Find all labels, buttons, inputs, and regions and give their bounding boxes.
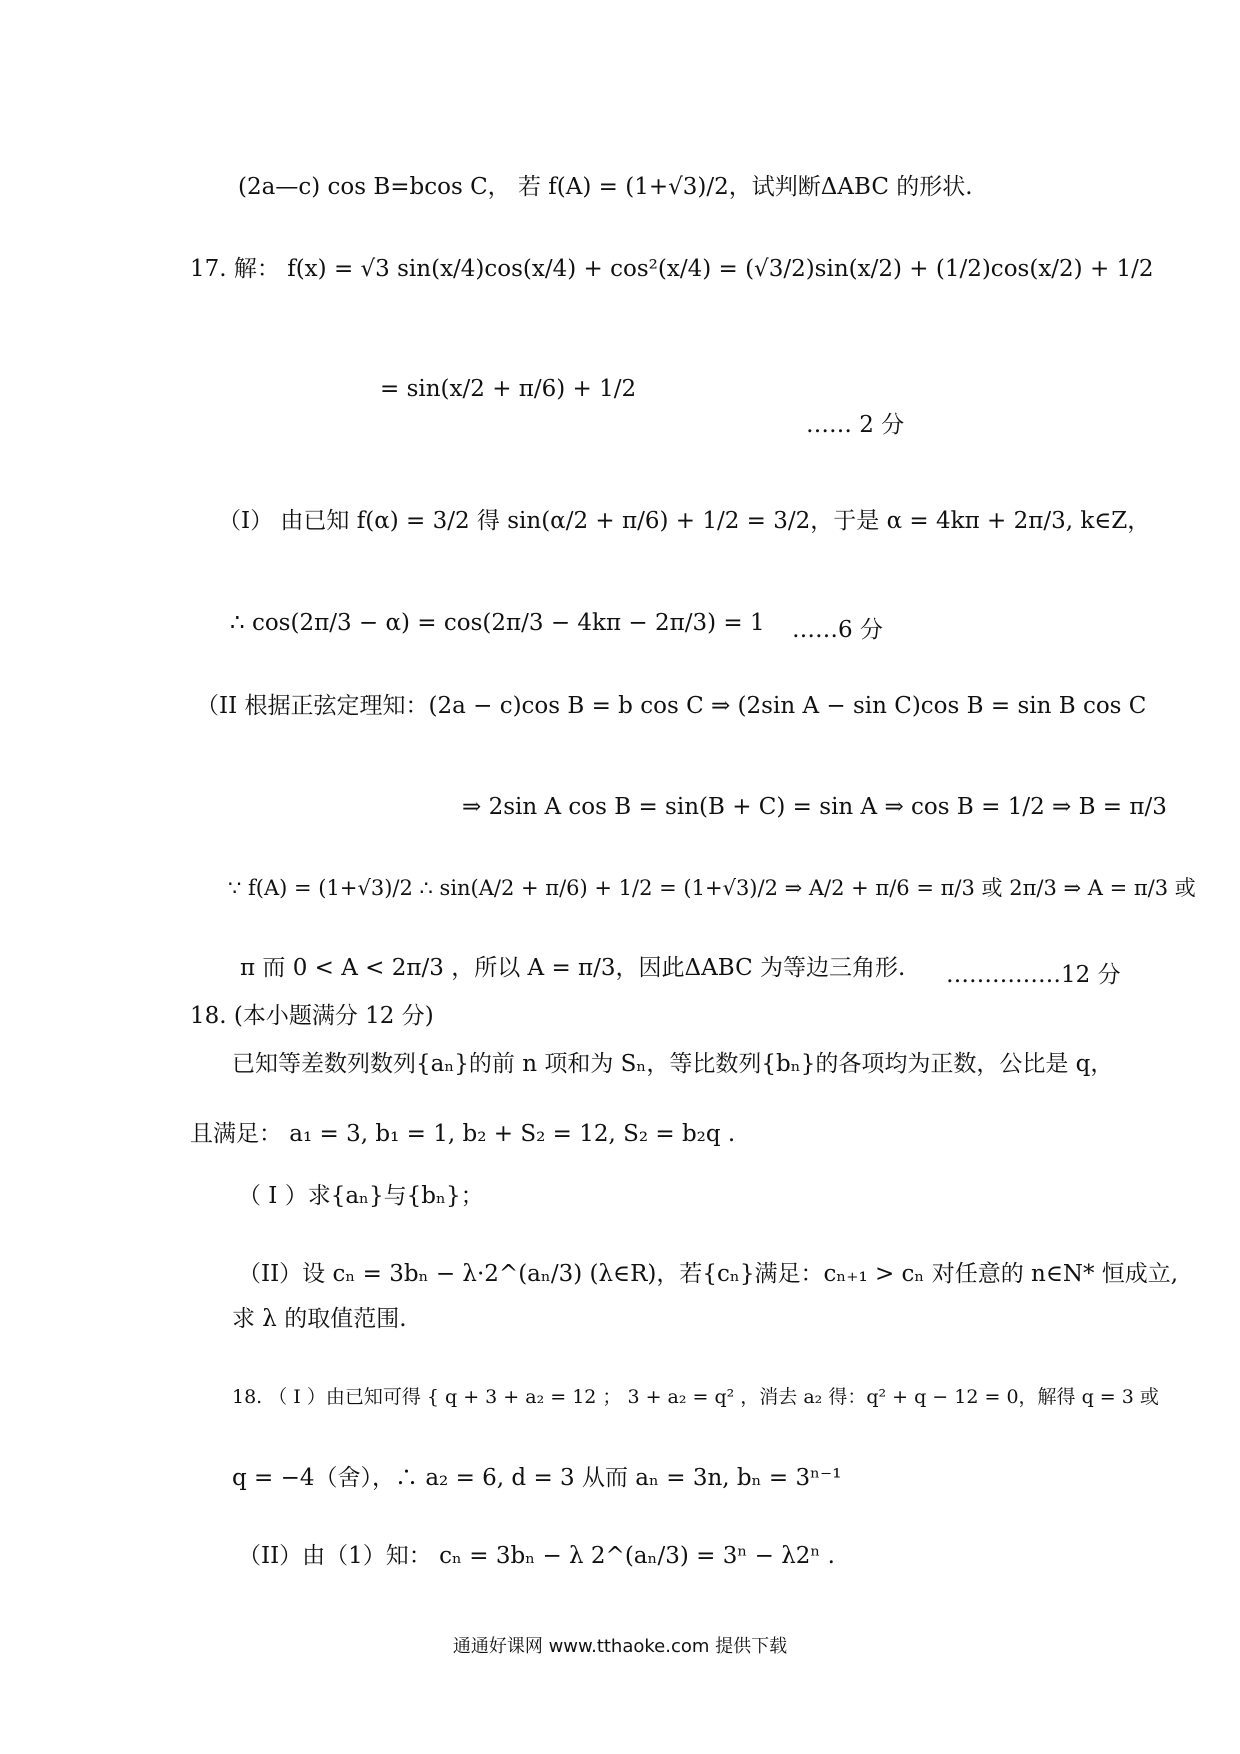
text-line-10: 18. (本小题满分 12 分) [190,1003,434,1029]
text-line-12: 且满足： a₁ = 3, b₁ = 1, b₂ + S₂ = 12, S₂ = b₂q . [190,1121,736,1147]
text-line-18: （II）由（1）知： cₙ = 3bₙ − λ 2^(aₙ/3) = 3ⁿ − λ2ⁿ . [238,1543,835,1569]
text-line-1: (2a—c) cos B=bcos C， 若 f(A) = (1+√3)/2，试判断ΔABC 的形状. [238,174,973,200]
text-line-5: ∴ cos(2π/3 − α) = cos(2π/3 − 4kπ − 2π/3) = 1 [230,610,765,636]
text-line-16: 18. （ I ）由已知可得 { q + 3 + a₂ = 12 ； 3 + a₂ = q² ，消去 a₂ 得：q² + q − 12 = 0，解得 q = 3 或 [232,1386,1159,1408]
text-line-13: （ I ）求{aₙ}与{bₙ}； [238,1183,484,1209]
text-line-14: （II）设 cₙ = 3bₙ − λ·2^(aₙ/3) (λ∈R)，若{cₙ}满足：cₙ₊₁ > cₙ 对任意的 n∈N* 恒成立, [238,1261,1179,1287]
text-line-3: = sin(x/2 + π/6) + 1/2 [380,376,637,402]
text-line-11: 已知等差数列数列{aₙ}的前 n 项和为 Sₙ，等比数列{bₙ}的各项均为正数，公比是 q， [232,1051,1114,1077]
score-mark-3: ……………12 分 [946,962,1121,988]
text-line-2: 17. 解： f(x) = √3 sin(x/4)cos(x/4) + cos²(x/4) = (√3/2)sin(x/2) + (1/2)cos(x/2) + 1/2 [190,256,1154,282]
text-line-17: q = −4（舍），∴ a₂ = 6, d = 3 从而 aₙ = 3n, bₙ = 3ⁿ⁻¹ [232,1465,842,1491]
text-line-6: （II 根据正弦定理知：(2a − c)cos B = b cos C ⇒ (2sin A − sin C)cos B = sin B cos C [196,693,1147,719]
footer-credit: 通通好课网 www.tthaoke.com 提供下载 [452,1636,788,1657]
text-line-9: π 而 0 < A < 2π/3 ，所以 A = π/3，因此ΔABC 为等边三角形. [240,955,906,981]
score-mark-2: ……6 分 [792,617,883,643]
score-mark-1: …… 2 分 [806,412,905,438]
text-line-8: ∵ f(A) = (1+√3)/2 ∴ sin(A/2 + π/6) + 1/2 = (1+√3)/2 ⇒ A/2 + π/6 = π/3 或 2π/3 ⇒ A = π/3 或 [228,876,1196,900]
text-line-4: （I） 由已知 f(α) = 3/2 得 sin(α/2 + π/6) + 1/2 = 3/2，于是 α = 4kπ + 2π/3, k∈Z， [218,508,1151,534]
text-line-7: ⇒ 2sin A cos B = sin(B + C) = sin A ⇒ cos B = 1/2 ⇒ B = π/3 [462,794,1167,820]
text-line-15: 求 λ 的取值范围. [232,1306,407,1332]
